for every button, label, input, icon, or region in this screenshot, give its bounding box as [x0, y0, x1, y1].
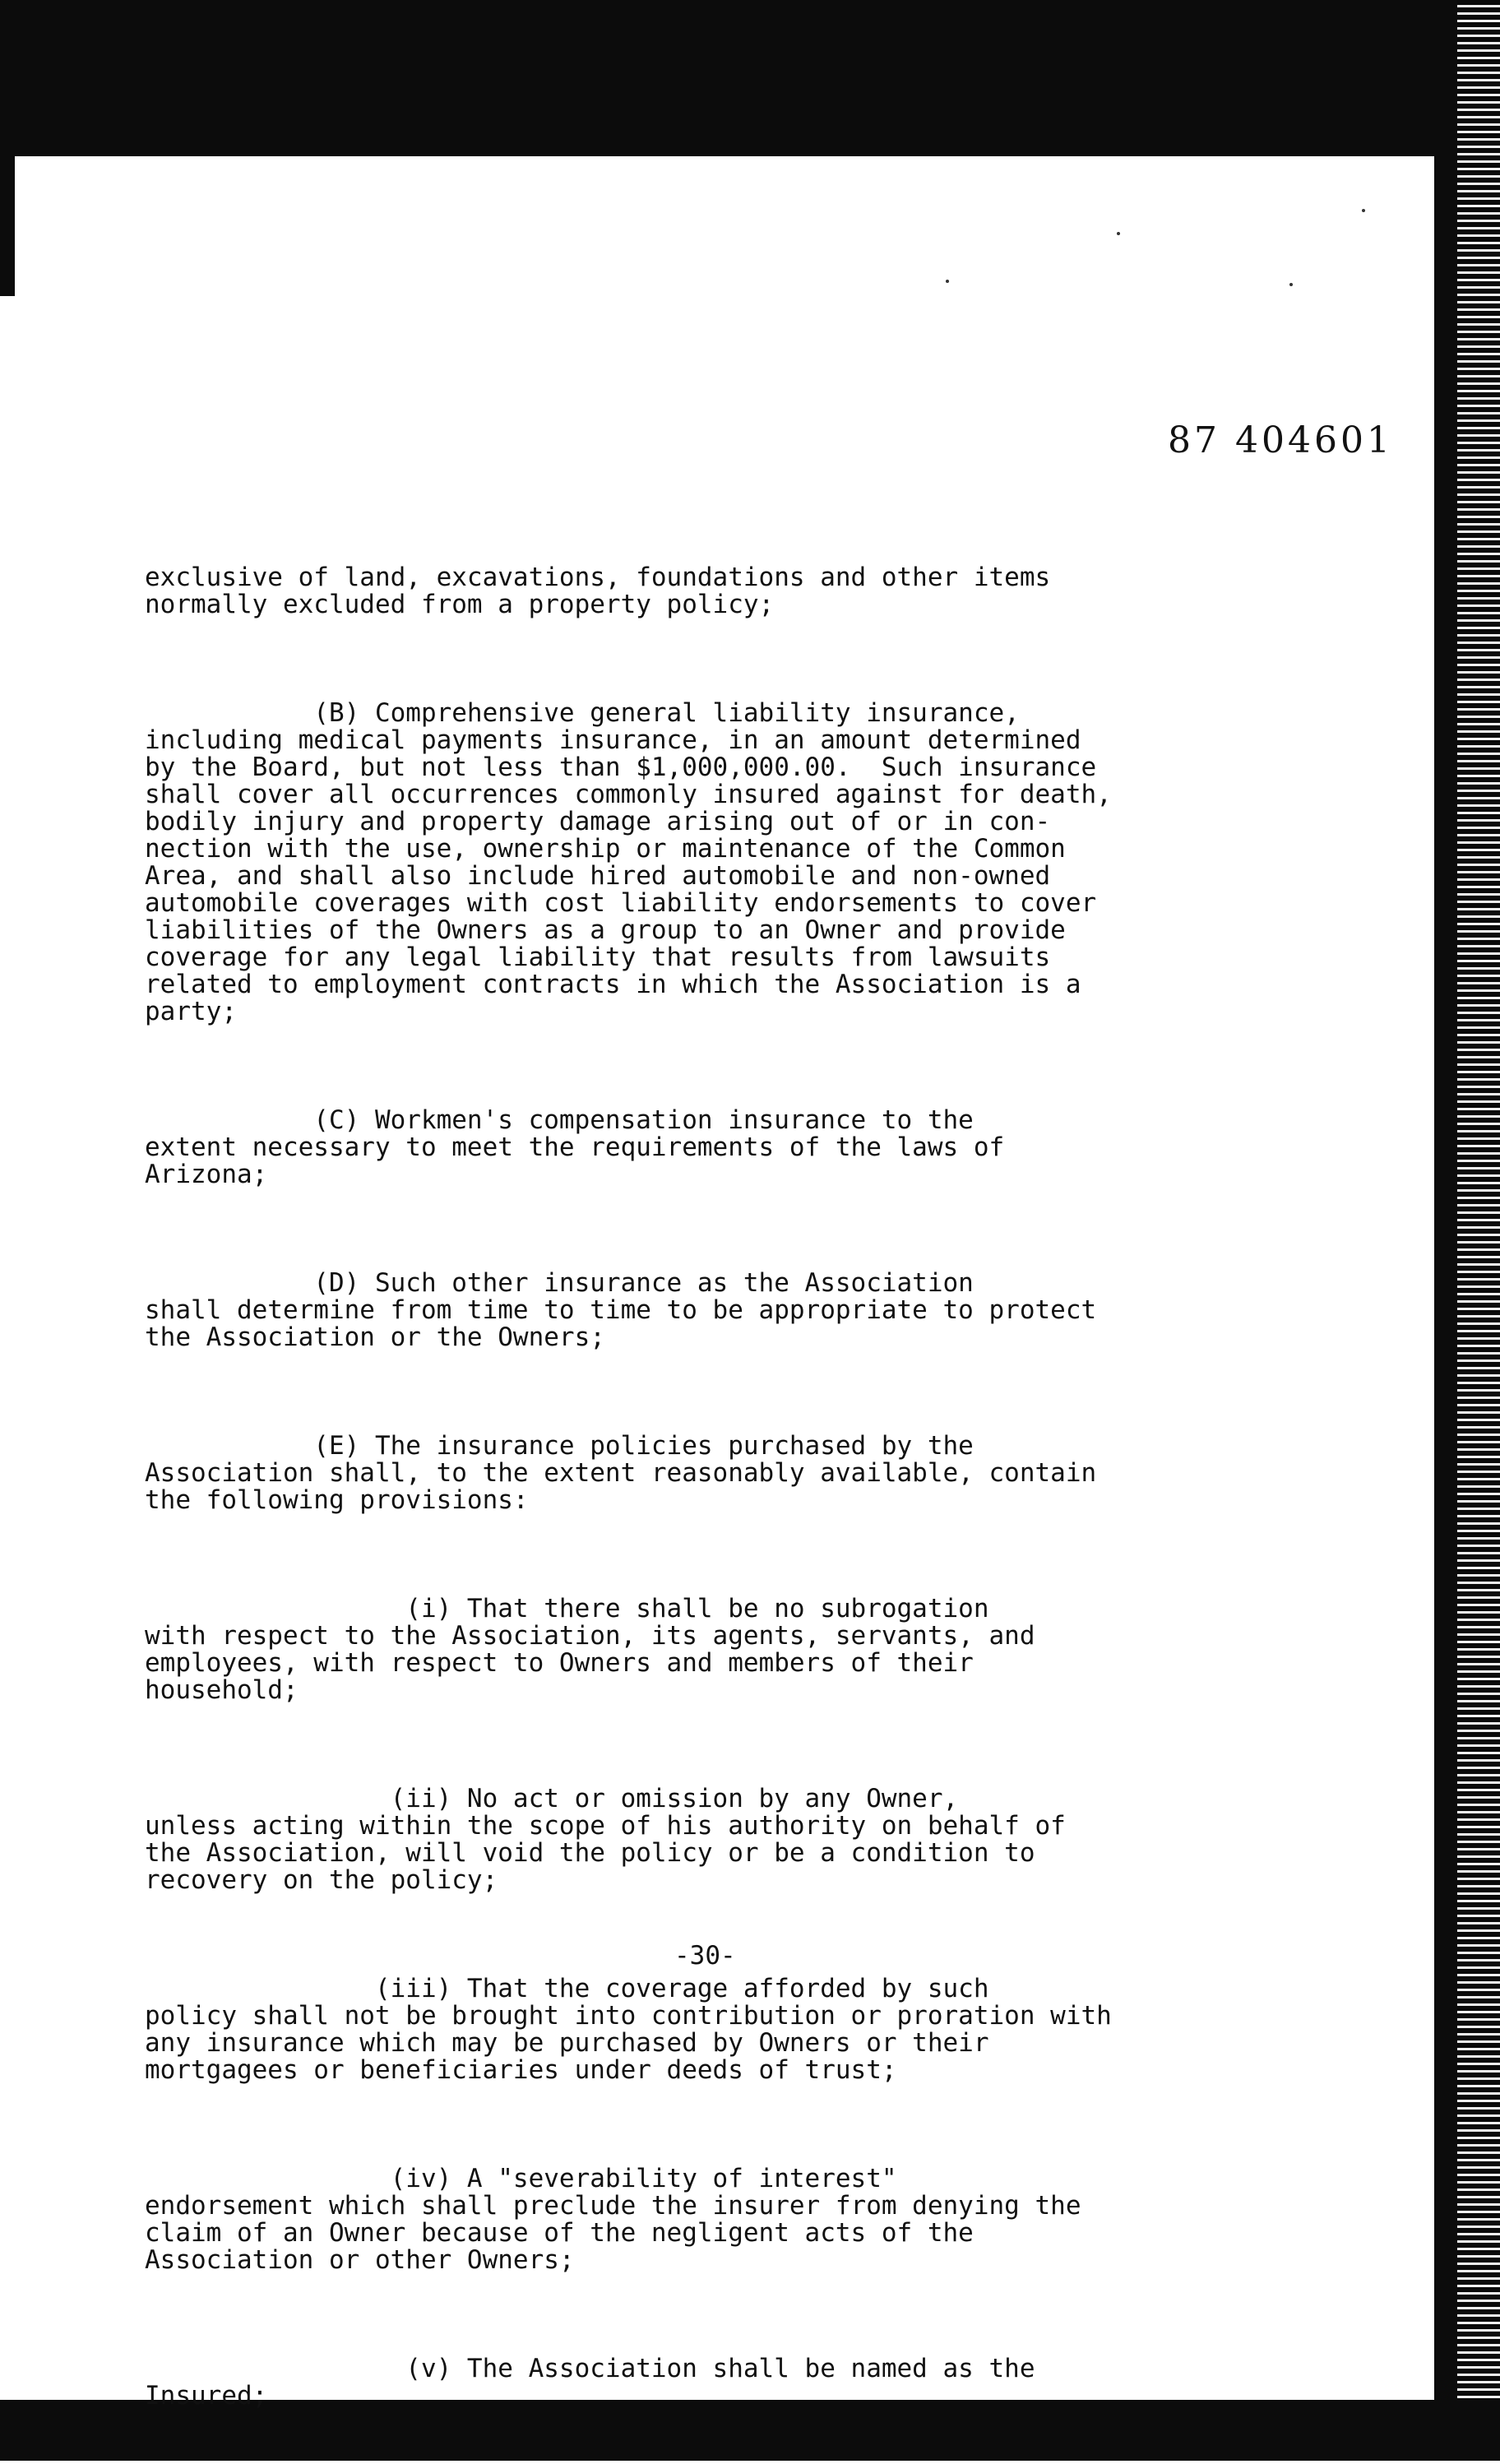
- scan-speck: [946, 280, 949, 283]
- paragraph-iv: (iv) A "severability of interest" endorsement which shall preclude the insurer from denying the claim of an Owner because of the negligent acts of the Association or other Owners;: [145, 2164, 1081, 2275]
- paragraph-v: (v) The Association shall be named as the Insured;: [145, 2354, 1035, 2411]
- paragraph-iii: (iii) That the coverage afforded by such policy shall not be brought into contribution or proration with any insurance which may be purchased by Owners or their mortgagees or beneficiaries under deeds of trust;: [145, 1974, 1112, 2085]
- paragraph-ii: (ii) No act or omission by any Owner, unless acting within the scope of his authority on behalf of the Association, will void the policy or be a condition to recovery on the policy;: [145, 1784, 1066, 1895]
- scan-speck: [1289, 283, 1293, 286]
- scan-border-right: [1457, 0, 1500, 2461]
- document-number: 87 404601: [1168, 419, 1393, 461]
- paragraph-e: (E) The insurance policies purchased by the Association shall, to the extent reasonably available, contain the following provisions:: [145, 1431, 1097, 1515]
- scan-speck: [1117, 232, 1120, 235]
- scan-speck: [1362, 209, 1365, 212]
- paragraph-i: (i) That there shall be no subrogation with respect to the Association, its agents, servants, and employees, with respect to Owners and members of their household;: [145, 1594, 1035, 1705]
- scan-border-top: [0, 0, 1500, 156]
- page-number: -30-: [674, 1941, 736, 1971]
- paragraph-d: (D) Such other insurance as the Association shall determine from time to time to be appropriate to protect the Association or the Owners;: [145, 1268, 1097, 1352]
- scan-border-right-inner: [1434, 123, 1459, 2410]
- scan-border-left: [0, 0, 15, 296]
- paragraph-b: (B) Comprehensive general liability insurance, including medical payments insurance, in an amount determined by the Board, but not less than $1,000,000.00. Such insurance shall cover all occurrences commonly insured against for death, bodily injury and property damage arising out of or in con- nection with the use, ownership or maintenance of the Common Area, and shall also include hired automobile and non-owned automobile coverages with cost liability endorsements to cover liabilities of the Owners as a group to an Owner and provide coverage for any legal liability that results from lawsuits related to employment contracts in which the Association is a party;: [145, 698, 1112, 1026]
- paragraph-intro: exclusive of land, excavations, foundations and other items normally excluded from a property policy;: [145, 563, 1051, 619]
- document-body: [145, 510, 1240, 2464]
- paragraph-c: (C) Workmen's compensation insurance to the extent necessary to meet the requirements of the laws of Arizona;: [145, 1105, 1005, 1189]
